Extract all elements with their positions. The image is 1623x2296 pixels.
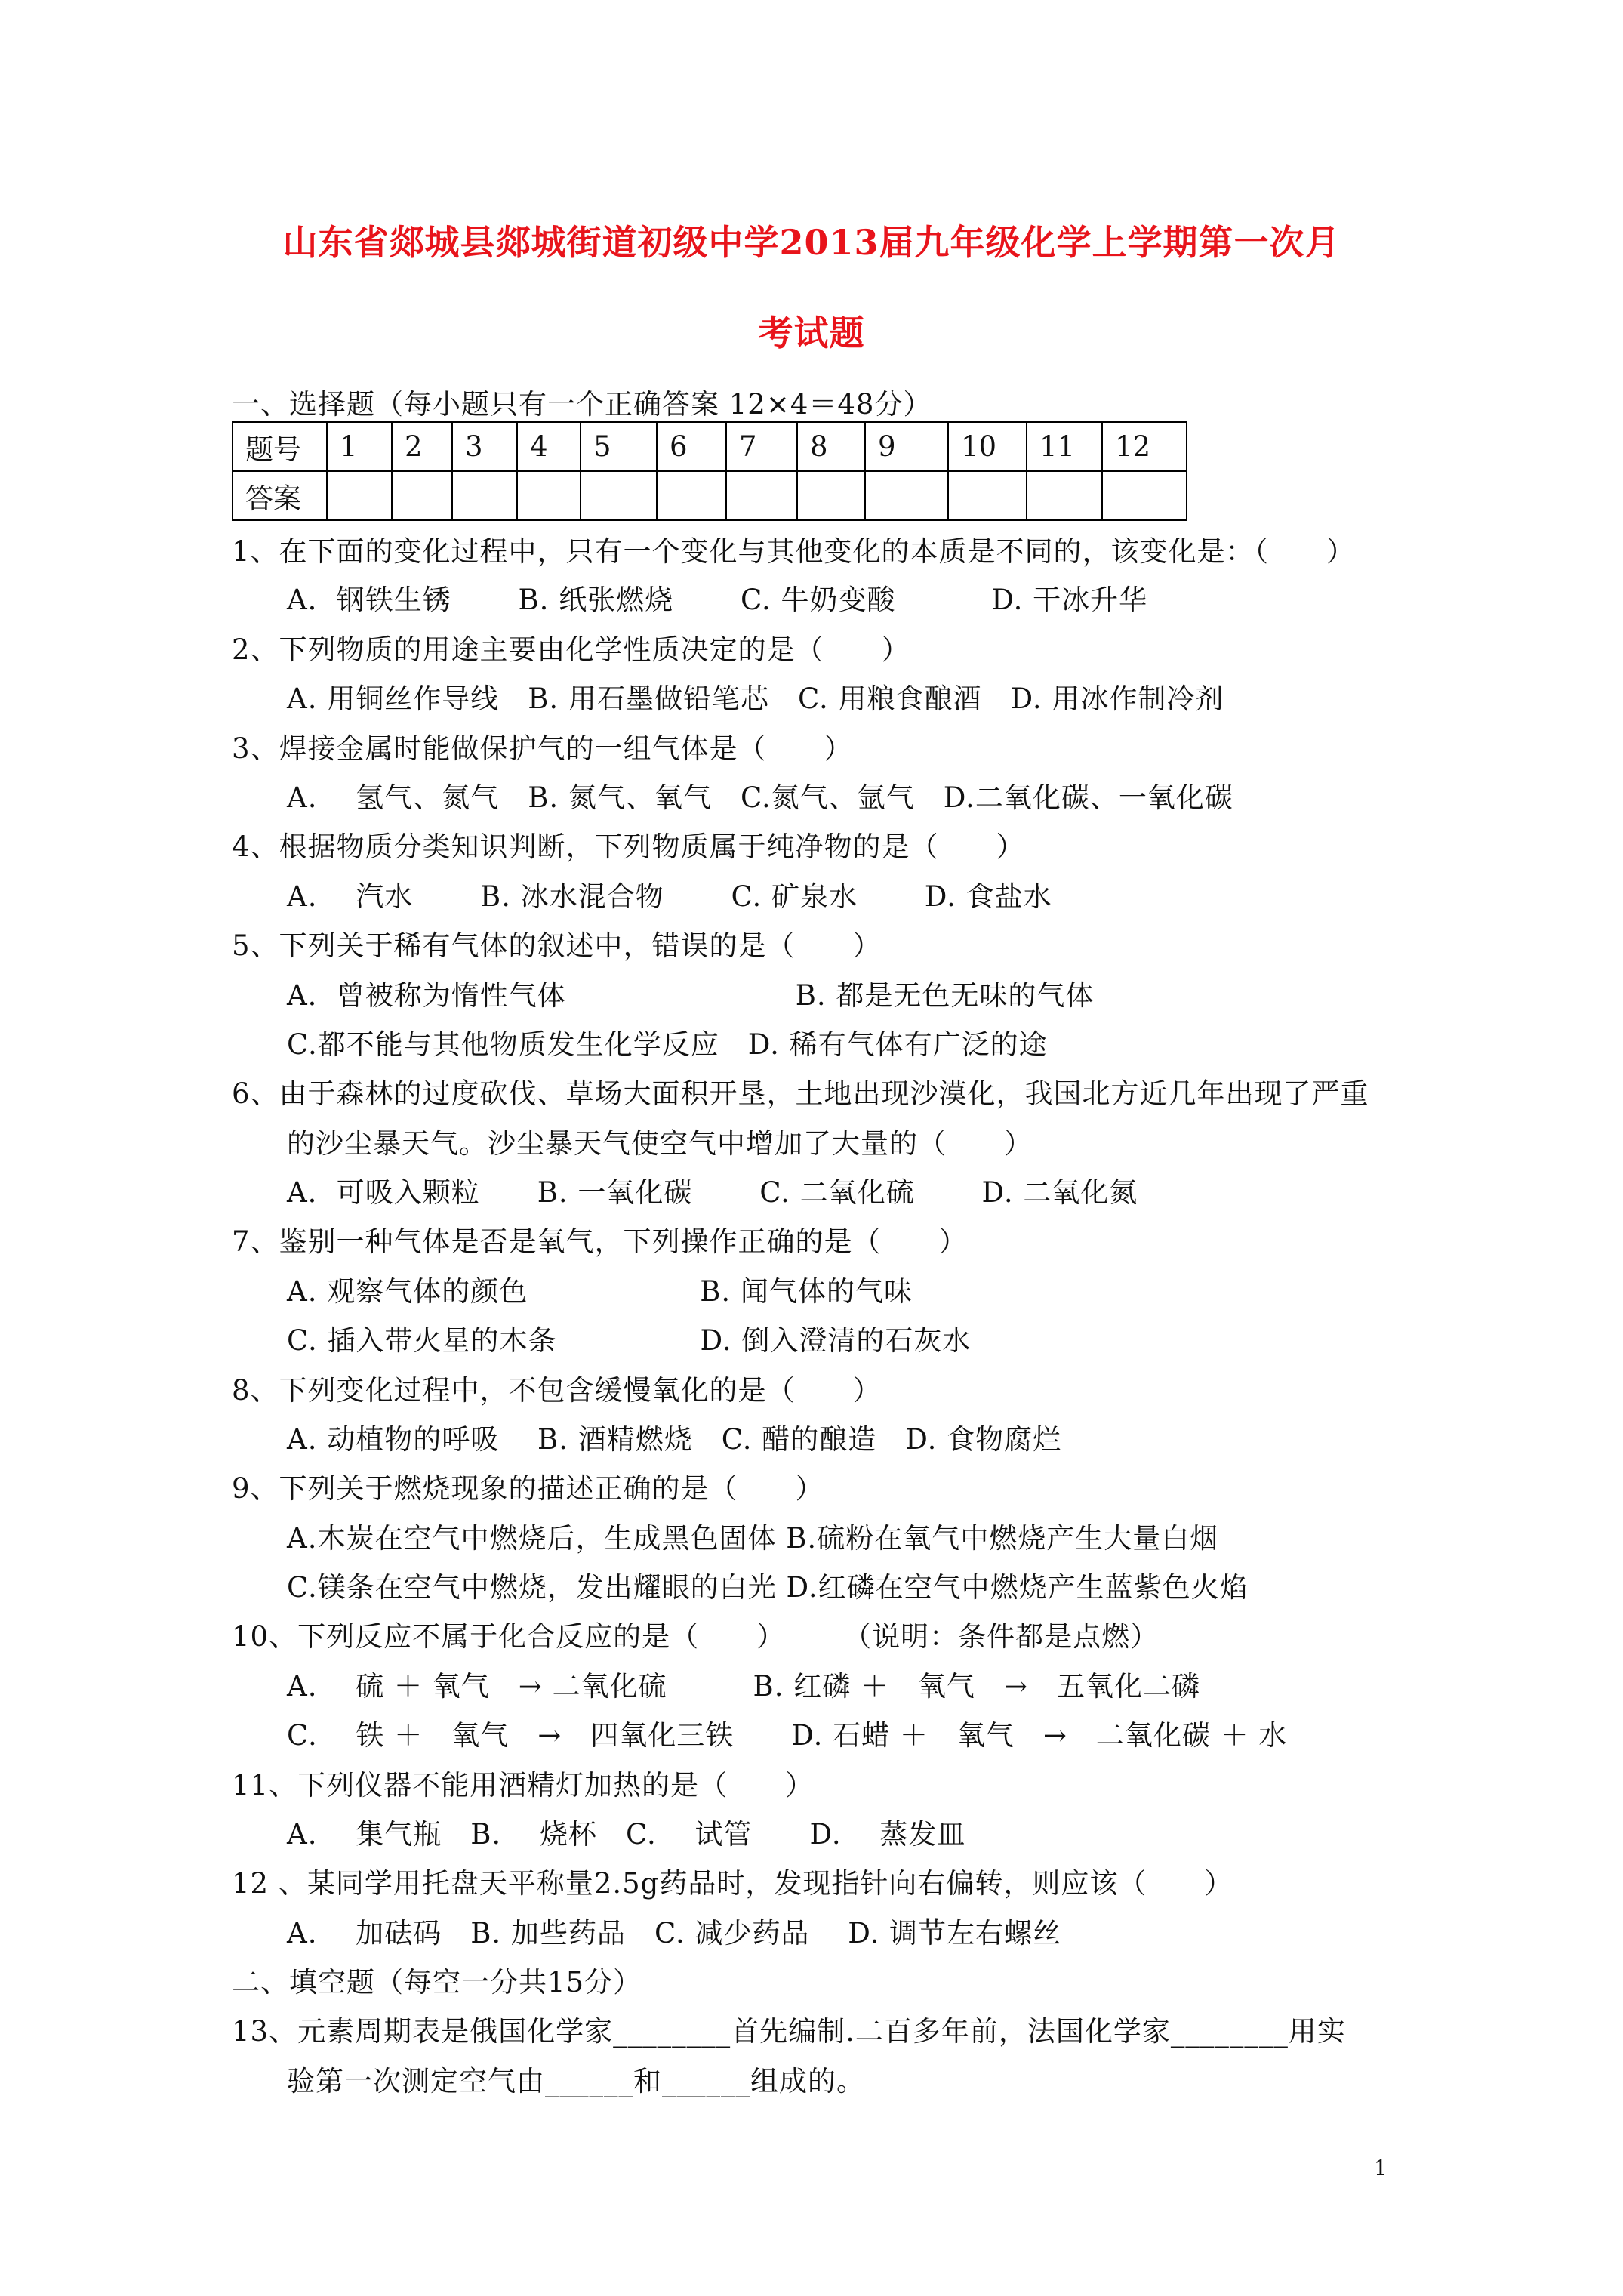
answer-cell[interactable] bbox=[327, 471, 392, 520]
answer-cell[interactable] bbox=[726, 471, 797, 520]
question-3-options: A. 氢气、氮气 B. 氮气、氧气 C.氮气、氩气 D.二氧化碳、一氧化碳 bbox=[287, 781, 1233, 814]
question-8-options: A. 动植物的呼吸 B. 酒精燃烧 C. 醋的酿造 D. 食物腐烂 bbox=[287, 1423, 1062, 1456]
answer-table-number: 1 bbox=[327, 422, 392, 471]
answer-table-number: 4 bbox=[517, 422, 581, 471]
question-11: 11、下列仪器不能用酒精灯加热的是（ ） bbox=[232, 1769, 815, 1801]
answer-table-number: 9 bbox=[865, 422, 948, 471]
answer-table-number: 12 bbox=[1102, 422, 1187, 471]
answer-cell[interactable] bbox=[657, 471, 726, 520]
question-7: 7、鉴别一种气体是否是氧气，下列操作正确的是（ ） bbox=[232, 1225, 968, 1258]
answer-cell[interactable] bbox=[517, 471, 581, 520]
question-8: 8、下列变化过程中，不包含缓慢氧化的是（ ） bbox=[232, 1374, 882, 1407]
answer-table-number: 2 bbox=[392, 422, 452, 471]
section-heading-choice: 一、选择题（每小题只有一个正确答案 12×4＝48分） bbox=[232, 388, 932, 421]
answer-cell[interactable] bbox=[865, 471, 948, 520]
answer-table bbox=[232, 421, 1187, 521]
answer-table-number: 5 bbox=[581, 422, 657, 471]
answer-table-label: 答案 bbox=[233, 471, 327, 520]
question-4: 4、根据物质分类知识判断，下列物质属于纯净物的是（ ） bbox=[232, 831, 1025, 863]
question-4-options: A. 汽水 B. 冰水混合物 C. 矿泉水 D. 食盐水 bbox=[287, 880, 1052, 913]
answer-table-label: 题号 bbox=[233, 422, 327, 471]
question-10-options-c-d: C. 铁 ＋ 氧气 → 四氧化三铁 D. 石蜡 ＋ 氧气 → 二氧化碳 ＋ 水 bbox=[287, 1719, 1288, 1752]
question-6-options: A．可吸入颗粒 B. 一氧化碳 C. 二氧化硫 D. 二氧化氮 bbox=[287, 1176, 1138, 1209]
page-number: 1 bbox=[1374, 2156, 1387, 2180]
question-2: 2、下列物质的用途主要由化学性质决定的是（ ） bbox=[232, 633, 910, 666]
answer-cell[interactable] bbox=[1027, 471, 1102, 520]
answer-table-answer-row bbox=[233, 471, 1187, 520]
question-12: 12 、某同学用托盘天平称量2.5g药品时，发现指针向右偏转，则应该（ ） bbox=[232, 1867, 1233, 1900]
question-7-options-c-d: C. 插入带火星的木条 D. 倒入澄清的石灰水 bbox=[287, 1324, 972, 1357]
answer-cell[interactable] bbox=[1102, 471, 1187, 520]
answer-table-header-row bbox=[233, 422, 1187, 471]
page-title-line1: 山东省郯城县郯城街道初级中学2013届九年级化学上学期第一次月 bbox=[282, 222, 1341, 263]
page-title-line2: 考试题 bbox=[758, 313, 865, 353]
question-6-continued: 的沙尘暴天气。沙尘暴天气使空气中增加了大量的（ ） bbox=[287, 1127, 1033, 1160]
answer-cell[interactable] bbox=[392, 471, 452, 520]
question-13-continued: 验第一次测定空气由______和______组成的。 bbox=[287, 2065, 865, 2097]
answer-table-number: 8 bbox=[797, 422, 865, 471]
question-11-options: A. 集气瓶 B. 烧杯 C. 试管 D. 蒸发皿 bbox=[287, 1818, 966, 1851]
question-9-options-a-b: A.木炭在空气中燃烧后，生成黑色固体 B.硫粉在氧气中燃烧产生大量白烟 bbox=[287, 1522, 1219, 1555]
answer-cell[interactable] bbox=[581, 471, 657, 520]
question-12-options: A. 加砝码 B. 加些药品 C. 减少药品 D. 调节左右螺丝 bbox=[287, 1917, 1062, 1949]
answer-table-number: 10 bbox=[948, 422, 1027, 471]
question-1-options: A．钢铁生锈 B. 纸张燃烧 C. 牛奶变酸 D. 干冰升华 bbox=[287, 584, 1148, 616]
answer-cell[interactable] bbox=[948, 471, 1027, 520]
answer-cell[interactable] bbox=[452, 471, 517, 520]
question-5-options-c-d: C.都不能与其他物质发生化学反应 D. 稀有气体有广泛的途 bbox=[287, 1028, 1048, 1061]
answer-table-number: 7 bbox=[726, 422, 797, 471]
question-13: 13、元素周期表是俄国化学家________首先编制.二百多年前，法国化学家________用实 bbox=[232, 2015, 1346, 2048]
question-2-options: A. 用铜丝作导线 B. 用石墨做铅笔芯 C. 用粮食酿酒 D. 用冰作制冷剂 bbox=[287, 683, 1224, 715]
question-6: 6、由于森林的过度砍伐、草场大面积开垦，土地出现沙漠化，我国北方近几年出现了严重 bbox=[232, 1077, 1369, 1110]
question-5-options-a-b: A．曾被称为惰性气体 B. 都是无色无味的气体 bbox=[287, 979, 1095, 1012]
question-10: 10、下列反应不属于化合反应的是（ ） （说明：条件都是点燃） bbox=[232, 1620, 1160, 1653]
answer-cell[interactable] bbox=[797, 471, 865, 520]
question-10-options-a-b: A. 硫 ＋ 氧气 → 二氧化硫 B. 红磷 ＋ 氧气 → 五氧化二磷 bbox=[287, 1670, 1201, 1703]
answer-table-number: 11 bbox=[1027, 422, 1102, 471]
section-heading-fill-blank: 二、填空题（每空一分共15分） bbox=[232, 1966, 642, 1999]
question-5: 5、下列关于稀有气体的叙述中，错误的是（ ） bbox=[232, 929, 882, 962]
answer-table-number: 6 bbox=[657, 422, 726, 471]
question-9-options-c-d: C.镁条在空气中燃烧，发出耀眼的白光 D.红磷在空气中燃烧产生蓝紫色火焰 bbox=[287, 1571, 1249, 1604]
question-7-options-a-b: A. 观察气体的颜色 B. 闻气体的气味 bbox=[287, 1275, 913, 1308]
question-3: 3、焊接金属时能做保护气的一组气体是（ ） bbox=[232, 732, 853, 765]
question-1: 1、在下面的变化过程中，只有一个变化与其他变化的本质是不同的，该变化是：（ ） bbox=[232, 535, 1356, 568]
question-9: 9、下列关于燃烧现象的描述正确的是（ ） bbox=[232, 1472, 824, 1505]
answer-table-number: 3 bbox=[452, 422, 517, 471]
